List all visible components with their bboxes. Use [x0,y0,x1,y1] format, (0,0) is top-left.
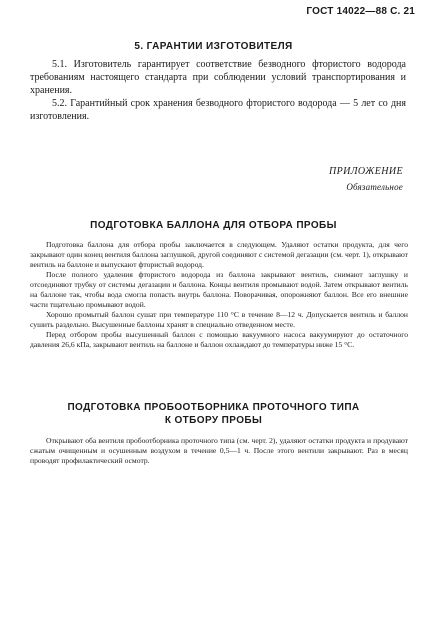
sampler-prep-body [30,436,408,466]
sampler-prep-title-line-1: ПОДГОТОВКА ПРОБООТБОРНИКА ПРОТОЧНОГО ТИПА [67,402,360,413]
clause-5-2: 5.2. Гарантийный срок хранения безводного фтористого водорода — 5 лет со дня изготовления. [30,98,406,122]
standard-reference: ГОСТ 14022—88 С. 21 [306,6,415,17]
section-5-title: 5. ГАРАНТИИ ИЗГОТОВИТЕЛЯ [134,41,293,52]
section-5-body [30,58,406,123]
cylinder-prep-paragraph-3: Хорошо промытый баллон сушат при температуре 110 °С в течение 8—12 ч. Допускается вентиль и баллон сушить раздельно. Высушенные баллоны хранят в специально отведенном месте. [30,310,408,329]
cylinder-prep-body [30,240,408,350]
cylinder-prep-paragraph-4: Перед отбором пробы высушенный баллон с помощью вакуумного насоса вакуумируют до остаточного давления 26,6 кПа, закрывают вентиль на баллоне и баллон охлаждают до температуры ниже 15 °С. [30,330,408,349]
sampler-prep-paragraph: Открывают оба вентиля пробоотборника проточного типа (см. черт. 2), удаляют остатки продукта и продувают сжатым очищенным и осушенным воздухом в течение 0,5—1 ч. После этого вентили закрывают. Раз в месяц проводят профилактический осмотр. [30,436,408,465]
appendix-label: ПРИЛОЖЕНИЕ [329,166,403,177]
sampler-prep-title-line-2: К ОТБОРУ ПРОБЫ [164,415,263,426]
cylinder-prep-title: ПОДГОТОВКА БАЛЛОНА ДЛЯ ОТБОРА ПРОБЫ [90,220,337,231]
clause-5-1: 5.1. Изготовитель гарантирует соответствие безводного фтористого водорода требованиям настоящего стандарта при соблюдении условий транспортирования и хранения. [30,59,406,96]
cylinder-prep-paragraph-1: Подготовка баллона для отбора пробы заключается в следующем. Удаляют остатки продукта, для чего закрывают один конец вентиля баллона заглушкой, другой соединяют с системой дегазации (см. черт. 1), открывают вентиль на баллоне и выпускают фтористый водород. [30,240,408,269]
appendix-status: Обязательное [346,182,403,192]
cylinder-prep-paragraph-2: После полного удаления фтористого водорода из баллона закрывают вентиль, снимают заглушку и отсоединяют трубку от системы дегазации и баллона. Концы вентиля промывают водой. Затем открывают вентиль на баллоне так, чтобы вода смогла попасть внутрь баллона. Поворачивая, опорожняют баллон. Все его внешние части тщательно промывают водой. [30,270,408,309]
